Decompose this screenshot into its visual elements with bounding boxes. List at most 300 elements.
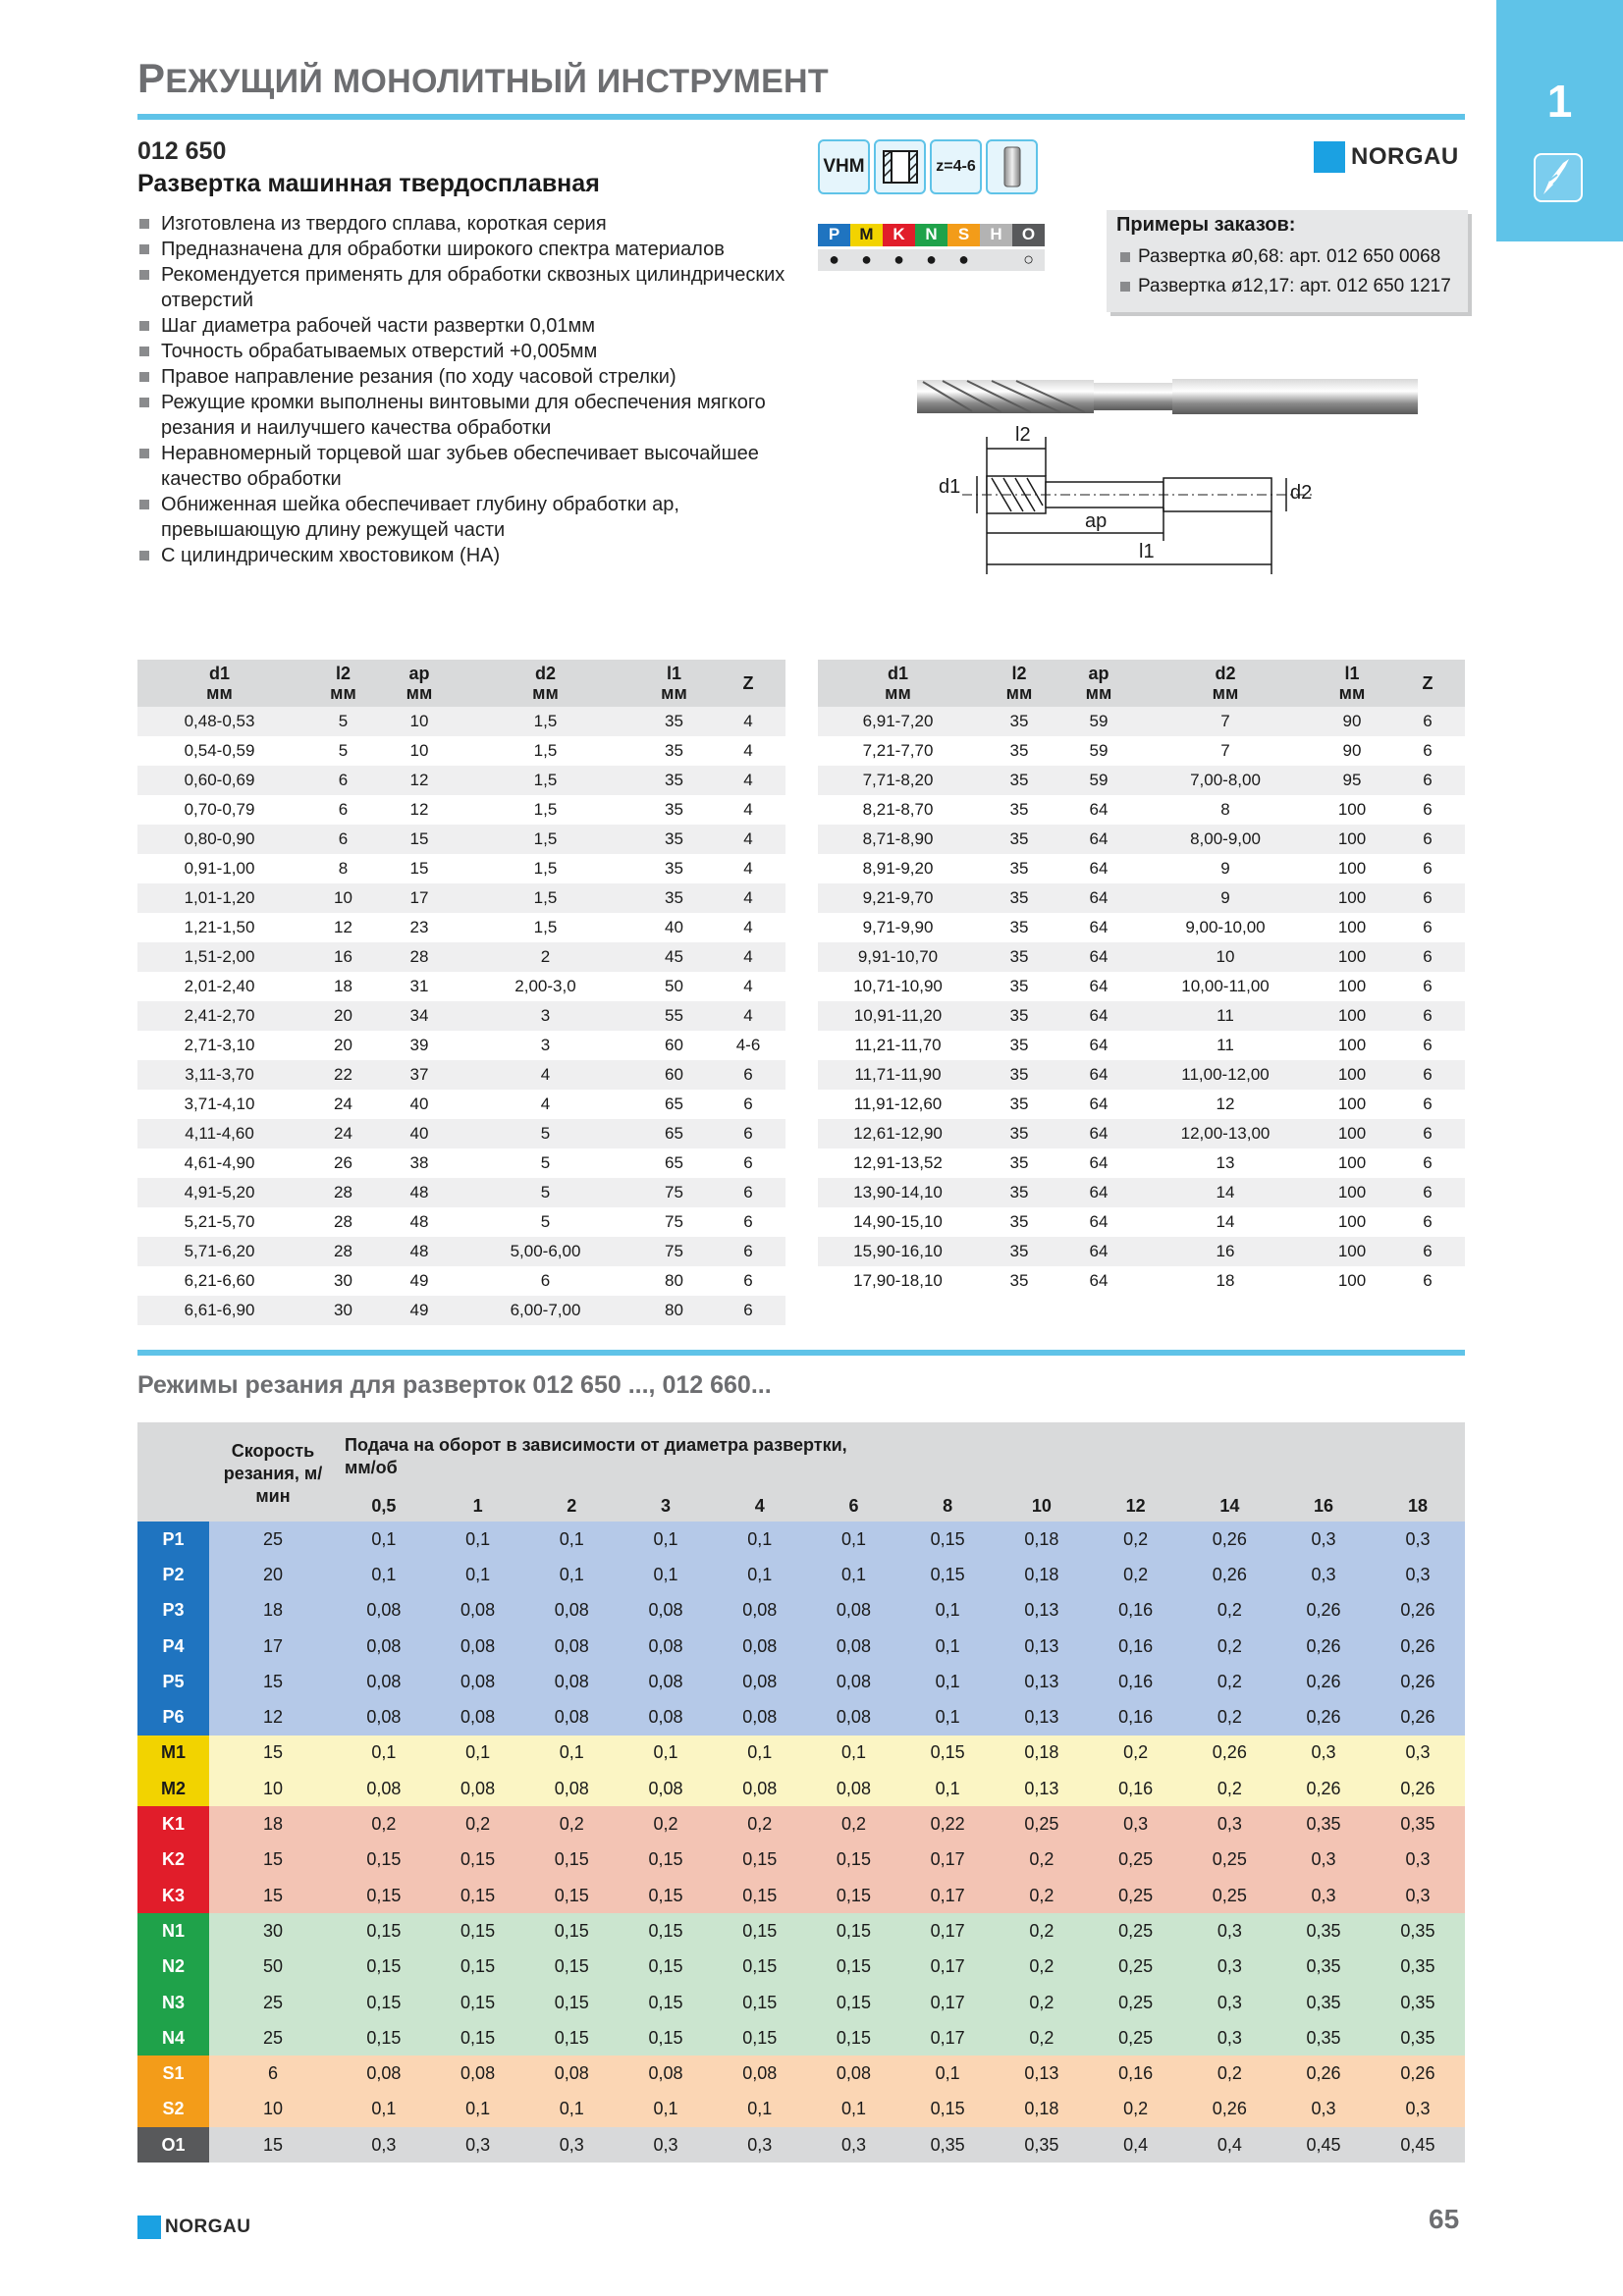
table-cell: 10	[301, 883, 385, 913]
table-cell: 12	[301, 913, 385, 942]
diameter-header: 2	[524, 1491, 619, 1522]
table-row	[137, 795, 785, 825]
table-row	[818, 1237, 1465, 1266]
feed-value: 0,3	[1276, 1735, 1371, 1771]
table-cell: 0,60-0,69	[137, 766, 301, 795]
table-cell: 35	[978, 1207, 1060, 1237]
feed-value: 0,1	[900, 1699, 995, 1735]
feed-value: 0,15	[431, 1842, 525, 1878]
feed-value: 0,2	[431, 1806, 525, 1842]
feed-value: 0,25	[1089, 1878, 1183, 1913]
table-cell: 34	[385, 1001, 454, 1031]
table-cell: 1,5	[454, 766, 637, 795]
table-cell: 10,00-11,00	[1137, 972, 1314, 1001]
table-cell: 6	[1390, 736, 1465, 766]
vhm-icon: VHM	[818, 139, 870, 194]
table-row	[818, 766, 1465, 795]
feed-value: 0,15	[524, 1985, 619, 2020]
feed-value: 0,26	[1276, 2056, 1371, 2091]
feed-value: 0,1	[431, 1522, 525, 1557]
feed-value: 0,08	[619, 2056, 713, 2091]
feed-value: 0,26	[1371, 2056, 1465, 2091]
feed-value: 0,15	[431, 1985, 525, 2020]
table-cell: 18	[1137, 1266, 1314, 1296]
table-cell: 4,91-5,20	[137, 1178, 301, 1207]
table-cell: 8,71-8,90	[818, 825, 978, 854]
table-cell: 6	[1390, 795, 1465, 825]
cutting-row	[137, 1522, 1465, 1557]
table-cell: 64	[1060, 1266, 1137, 1296]
feed-value: 0,15	[337, 1949, 431, 1985]
feed-value: 0,17	[900, 1878, 995, 1913]
table-cell: 28	[301, 1178, 385, 1207]
section-tab[interactable]	[1496, 0, 1623, 241]
table-cell: 10	[385, 736, 454, 766]
feed-value: 0,13	[995, 1593, 1089, 1629]
table-cell: 6	[711, 1296, 785, 1325]
table-row	[818, 854, 1465, 883]
table-cell: 5,21-5,70	[137, 1207, 301, 1237]
feed-value: 0,1	[524, 2092, 619, 2127]
dimensions-table-right	[818, 660, 1465, 1296]
table-cell: 100	[1314, 1207, 1390, 1237]
feature-item: Изготовлена из твердого сплава, короткая серия	[139, 211, 787, 237]
table-cell: 8,91-9,20	[818, 854, 978, 883]
table-row	[818, 883, 1465, 913]
table-cell: 6	[1390, 766, 1465, 795]
feed-value: 0,2	[995, 2020, 1089, 2056]
table-cell: 80	[637, 1266, 711, 1296]
table-cell: 100	[1314, 1090, 1390, 1119]
feed-value: 0,35	[1276, 1913, 1371, 1949]
table-cell: 35	[637, 707, 711, 736]
feed-value: 0,15	[524, 1878, 619, 1913]
feed-value: 0,15	[619, 1913, 713, 1949]
feature-item: С цилиндрическим хвостовиком (HA)	[139, 543, 787, 568]
cutting-speed: 20	[209, 1557, 337, 1592]
table-cell: 6	[711, 1207, 785, 1237]
table-cell: 48	[385, 1207, 454, 1237]
diameter-header: 6	[807, 1491, 901, 1522]
feed-value: 0,08	[337, 1664, 431, 1699]
table-cell: 30	[301, 1296, 385, 1325]
feed-value: 0,15	[900, 2092, 995, 2127]
table-cell: 7,00-8,00	[1137, 766, 1314, 795]
label-d1: d1	[939, 476, 961, 498]
feed-value: 0,08	[713, 1664, 807, 1699]
feed-value: 0,17	[900, 2020, 995, 2056]
table-row	[137, 1148, 785, 1178]
table-cell: 35	[978, 825, 1060, 854]
feed-value: 0,08	[713, 1699, 807, 1735]
table-cell: 16	[301, 942, 385, 972]
table-cell: 10	[385, 707, 454, 736]
feed-value: 0,2	[995, 1842, 1089, 1878]
cutting-row	[137, 1842, 1465, 1878]
table-cell: 64	[1060, 1090, 1137, 1119]
feed-value: 0,08	[431, 1593, 525, 1629]
feed-value: 0,08	[431, 1629, 525, 1664]
teeth-count-icon: z=4-6	[930, 139, 982, 194]
feed-value: 0,35	[1371, 1806, 1465, 1842]
feed-value: 0,2	[1182, 1771, 1276, 1806]
feed-value: 0,1	[807, 1522, 901, 1557]
table-cell: 6	[1390, 942, 1465, 972]
cutting-row	[137, 1735, 1465, 1771]
grade-col-header	[137, 1422, 209, 1522]
feed-value: 0,25	[1089, 1985, 1183, 2020]
table-cell: 5	[301, 736, 385, 766]
feed-value: 0,15	[524, 2020, 619, 2056]
table-cell: 35	[978, 972, 1060, 1001]
feed-value: 0,26	[1371, 1629, 1465, 1664]
material-grade: N1	[137, 1913, 209, 1949]
cutting-row	[137, 1771, 1465, 1806]
label-d2: d2	[1290, 482, 1313, 504]
table-row	[137, 942, 785, 972]
order-example-item: Развертка ø12,17: арт. 012 650 1217	[1116, 272, 1458, 301]
table-cell: 80	[637, 1296, 711, 1325]
table-cell: 4	[711, 883, 785, 913]
table-cell: 6	[1390, 1060, 1465, 1090]
table-cell: 4	[454, 1090, 637, 1119]
table-cell: 4,11-4,60	[137, 1119, 301, 1148]
table-cell: 1,51-2,00	[137, 942, 301, 972]
table-cell: 4	[454, 1060, 637, 1090]
table-cell: 6	[1390, 1148, 1465, 1178]
table-cell: 35	[978, 1119, 1060, 1148]
feed-value: 0,1	[713, 1735, 807, 1771]
feed-value: 0,16	[1089, 1699, 1183, 1735]
feed-value: 0,3	[1371, 1735, 1465, 1771]
feed-value: 0,3	[1371, 1842, 1465, 1878]
feed-value: 0,15	[713, 1842, 807, 1878]
cutting-row	[137, 2020, 1465, 2056]
table-cell: 24	[301, 1119, 385, 1148]
feed-header: Подача на оборот в зависимости от диаметра развертки, мм/об	[337, 1422, 1465, 1491]
table-cell: 6,00-7,00	[454, 1296, 637, 1325]
feed-value: 0,08	[713, 1629, 807, 1664]
table-cell: 11,00-12,00	[1137, 1060, 1314, 1090]
cutting-speed: 6	[209, 2056, 337, 2091]
table-cell: 64	[1060, 795, 1137, 825]
feed-value: 0,15	[524, 1842, 619, 1878]
table-cell: 38	[385, 1148, 454, 1178]
feed-value: 0,15	[900, 1557, 995, 1592]
cutting-modes-title: Режимы резания для разверток 012 650 ..., 012 660...	[137, 1371, 772, 1399]
table-cell: 4	[711, 707, 785, 736]
feed-value: 0,35	[1371, 1985, 1465, 2020]
feed-value: 0,1	[619, 2092, 713, 2127]
material-grade: S2	[137, 2092, 209, 2127]
table-cell: 35	[637, 795, 711, 825]
feed-value: 0,26	[1182, 1557, 1276, 1592]
feed-value: 0,08	[431, 1664, 525, 1699]
feed-value: 0,1	[713, 1522, 807, 1557]
feed-value: 0,2	[524, 1806, 619, 1842]
through-hole-icon	[874, 139, 926, 194]
diameter-header: 14	[1182, 1491, 1276, 1522]
feed-value: 0,3	[1182, 2020, 1276, 2056]
table-cell: 1,5	[454, 795, 637, 825]
feed-value: 0,2	[1089, 1522, 1183, 1557]
feed-value: 0,08	[807, 1699, 901, 1735]
table-cell: 64	[1060, 942, 1137, 972]
table-cell: 10,71-10,90	[818, 972, 978, 1001]
material-grid	[818, 224, 1045, 271]
table-cell: 28	[301, 1207, 385, 1237]
table-cell: 11,91-12,60	[818, 1090, 978, 1119]
table-cell: 1,21-1,50	[137, 913, 301, 942]
feed-value: 0,2	[1089, 1557, 1183, 1592]
table-cell: 100	[1314, 1148, 1390, 1178]
brand-square	[1314, 141, 1345, 173]
feed-value: 0,4	[1089, 2127, 1183, 2163]
table-cell: 12,00-13,00	[1137, 1119, 1314, 1148]
table-cell: 49	[385, 1266, 454, 1296]
feed-value: 0,16	[1089, 1771, 1183, 1806]
table-cell: 28	[301, 1237, 385, 1266]
diameter-header: 10	[995, 1491, 1089, 1522]
table-row	[137, 766, 785, 795]
feed-value: 0,16	[1089, 1593, 1183, 1629]
table-cell: 7,21-7,70	[818, 736, 978, 766]
table-cell: 40	[637, 913, 711, 942]
table-cell: 40	[385, 1119, 454, 1148]
feed-value: 0,3	[337, 2127, 431, 2163]
feed-value: 0,3	[807, 2127, 901, 2163]
table-row	[818, 1178, 1465, 1207]
cutting-row	[137, 2056, 1465, 2091]
table-cell: 8	[1137, 795, 1314, 825]
feed-value: 0,2	[713, 1806, 807, 1842]
table-cell: 8	[301, 854, 385, 883]
table-cell: 2,01-2,40	[137, 972, 301, 1001]
material-grade: N2	[137, 1949, 209, 1985]
cutting-speed: 18	[209, 1593, 337, 1629]
material-code: K	[883, 224, 915, 247]
table-cell: 15	[385, 825, 454, 854]
table-cell: 14	[1137, 1207, 1314, 1237]
feed-value: 0,1	[900, 1664, 995, 1699]
table-cell: 11	[1137, 1031, 1314, 1060]
section-rule	[137, 1350, 1465, 1356]
feed-value: 0,08	[524, 1699, 619, 1735]
table-cell: 30	[301, 1266, 385, 1296]
feed-value: 0,1	[900, 2056, 995, 2091]
tool-property-icons	[818, 139, 1038, 194]
table-cell: 48	[385, 1237, 454, 1266]
table-cell: 35	[978, 1090, 1060, 1119]
label-l2: l2	[1015, 424, 1031, 446]
feed-value: 0,3	[1276, 1878, 1371, 1913]
feed-value: 0,08	[713, 1593, 807, 1629]
label-l1: l1	[1139, 541, 1155, 562]
feed-value: 0,26	[1371, 1664, 1465, 1699]
brand-name: NORGAU	[1351, 143, 1459, 170]
table-cell: 11,71-11,90	[818, 1060, 978, 1090]
feed-value: 0,15	[807, 1985, 901, 2020]
table-cell: 12,91-13,52	[818, 1148, 978, 1178]
table-cell: 15,90-16,10	[818, 1237, 978, 1266]
table-cell: 14	[1137, 1178, 1314, 1207]
feed-value: 0,08	[337, 1771, 431, 1806]
table-cell: 1,01-1,20	[137, 883, 301, 913]
feed-value: 0,2	[995, 1878, 1089, 1913]
table-cell: 0,70-0,79	[137, 795, 301, 825]
feed-value: 0,15	[337, 2020, 431, 2056]
feed-value: 0,35	[1276, 1985, 1371, 2020]
table-row	[137, 1060, 785, 1090]
feed-value: 0,15	[337, 1842, 431, 1878]
cutting-row	[137, 2092, 1465, 2127]
table-cell: 6	[1390, 883, 1465, 913]
table-cell: 4-6	[711, 1031, 785, 1060]
feed-value: 0,3	[1089, 1806, 1183, 1842]
feed-value: 0,13	[995, 1664, 1089, 1699]
table-row	[818, 825, 1465, 854]
table-row	[137, 883, 785, 913]
table-cell: 13	[1137, 1148, 1314, 1178]
feature-item: Предназначена для обработки широкого спектра материалов	[139, 237, 787, 262]
cutting-speed: 30	[209, 1913, 337, 1949]
table-cell: 17	[385, 883, 454, 913]
feed-value: 0,25	[1182, 1878, 1276, 1913]
page-title-rest: ЕЖУЩИЙ МОНОЛИТНЫЙ ИНСТРУМЕНТ	[165, 63, 829, 100]
table-cell: 6	[1390, 1266, 1465, 1296]
feed-value: 0,13	[995, 1699, 1089, 1735]
table-cell: 64	[1060, 913, 1137, 942]
col-header-z: Z	[711, 660, 785, 707]
table-cell: 1,5	[454, 913, 637, 942]
material-grade: P2	[137, 1557, 209, 1592]
table-cell: 10	[1137, 942, 1314, 972]
material-code: N	[915, 224, 947, 247]
table-cell: 50	[637, 972, 711, 1001]
feed-value: 0,26	[1276, 1629, 1371, 1664]
col-header-z: Z	[1390, 660, 1465, 707]
cutting-speed: 25	[209, 2020, 337, 2056]
table-row	[818, 1148, 1465, 1178]
table-cell: 4	[711, 1001, 785, 1031]
feed-value: 0,1	[807, 2092, 901, 2127]
table-cell: 8,00-9,00	[1137, 825, 1314, 854]
table-cell: 35	[978, 1266, 1060, 1296]
table-cell: 9,21-9,70	[818, 883, 978, 913]
cutting-speed: 15	[209, 1664, 337, 1699]
material-grade: S1	[137, 2056, 209, 2091]
diameter-header: 12	[1089, 1491, 1183, 1522]
material-grade: N3	[137, 1985, 209, 2020]
feed-value: 0,1	[900, 1771, 995, 1806]
table-cell: 4	[711, 825, 785, 854]
feed-value: 0,15	[713, 1878, 807, 1913]
order-examples-title: Примеры заказов:	[1116, 214, 1296, 236]
feed-value: 0,1	[431, 1557, 525, 1592]
feed-value: 0,1	[337, 2092, 431, 2127]
label-ap: ap	[1085, 510, 1108, 532]
feed-value: 0,26	[1182, 2092, 1276, 2127]
feed-value: 0,16	[1089, 1629, 1183, 1664]
table-cell: 9,71-9,90	[818, 913, 978, 942]
table-cell: 35	[637, 854, 711, 883]
table-cell: 3,11-3,70	[137, 1060, 301, 1090]
feed-value: 0,15	[619, 1949, 713, 1985]
table-cell: 5	[454, 1148, 637, 1178]
col-header-d2: d2 мм	[454, 660, 637, 707]
cutting-row	[137, 1699, 1465, 1735]
feed-value: 0,15	[713, 1985, 807, 2020]
feature-item: Шаг диаметра рабочей части развертки 0,01мм	[139, 313, 787, 339]
table-cell: 6	[1390, 1237, 1465, 1266]
dimensions-table-left	[137, 660, 785, 1325]
feed-value: 0,45	[1276, 2127, 1371, 2163]
feed-value: 0,15	[619, 1985, 713, 2020]
table-cell: 90	[1314, 707, 1390, 736]
table-cell: 6	[1390, 913, 1465, 942]
table-cell: 40	[385, 1090, 454, 1119]
table-cell: 11,21-11,70	[818, 1031, 978, 1060]
table-row	[137, 736, 785, 766]
table-row	[818, 1090, 1465, 1119]
feed-value: 0,08	[431, 1771, 525, 1806]
material-mark	[980, 247, 1012, 271]
table-cell: 100	[1314, 854, 1390, 883]
table-cell: 35	[978, 1001, 1060, 1031]
feed-value: 0,17	[900, 1913, 995, 1949]
table-cell: 4	[711, 972, 785, 1001]
table-cell: 18	[301, 972, 385, 1001]
cutting-row	[137, 1913, 1465, 1949]
feed-value: 0,1	[524, 1735, 619, 1771]
table-cell: 35	[978, 795, 1060, 825]
table-cell: 6	[711, 1266, 785, 1296]
feed-value: 0,25	[1089, 1949, 1183, 1985]
feed-value: 0,18	[995, 2092, 1089, 2127]
table-cell: 4	[711, 942, 785, 972]
feed-value: 0,15	[807, 1913, 901, 1949]
feed-value: 0,08	[713, 2056, 807, 2091]
table-row	[137, 1031, 785, 1060]
feed-value: 0,2	[1182, 2056, 1276, 2091]
table-cell: 17,90-18,10	[818, 1266, 978, 1296]
feed-value: 0,35	[1276, 1949, 1371, 1985]
table-cell: 35	[978, 1237, 1060, 1266]
material-grade: P5	[137, 1664, 209, 1699]
feed-value: 0,15	[337, 1985, 431, 2020]
cutting-row	[137, 1557, 1465, 1592]
material-mark: ●	[915, 247, 947, 271]
feed-value: 0,17	[900, 1842, 995, 1878]
feed-value: 0,08	[619, 1699, 713, 1735]
table-cell: 3	[454, 1031, 637, 1060]
feed-value: 0,15	[524, 1949, 619, 1985]
table-cell: 35	[978, 736, 1060, 766]
diameter-header: 8	[900, 1491, 995, 1522]
feed-value: 0,2	[1182, 1699, 1276, 1735]
table-cell: 4	[711, 913, 785, 942]
feed-value: 0,25	[1089, 2020, 1183, 2056]
table-cell: 12	[385, 795, 454, 825]
table-cell: 100	[1314, 913, 1390, 942]
table-cell: 28	[385, 942, 454, 972]
table-cell: 24	[301, 1090, 385, 1119]
feed-value: 0,3	[1276, 1557, 1371, 1592]
drill-icon	[1534, 153, 1583, 202]
reamer-drawing	[933, 417, 1365, 579]
table-cell: 100	[1314, 1119, 1390, 1148]
feed-value: 0,15	[337, 1878, 431, 1913]
